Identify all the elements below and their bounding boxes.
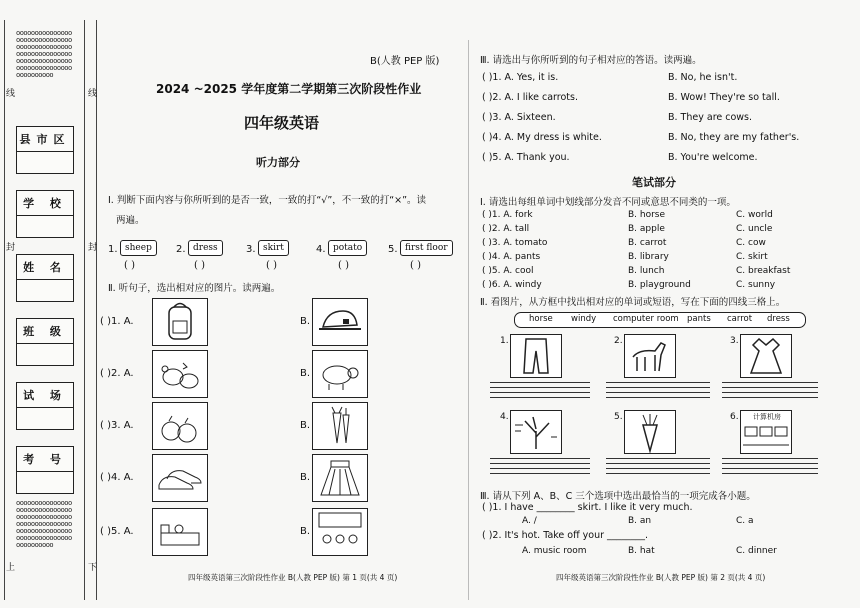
answer-paren[interactable]: ( ) <box>410 260 421 271</box>
question-label: ( )3. A. tomato <box>482 238 548 248</box>
word-bank-item: computer room <box>613 314 679 324</box>
option-label: B. No, they are my father's. <box>668 132 800 143</box>
item-number: 2. <box>614 336 623 346</box>
item-number: 6. <box>730 412 739 422</box>
item-number: 3. <box>246 244 256 255</box>
binding-line <box>4 20 5 600</box>
school-field[interactable] <box>16 190 74 238</box>
backpack-icon[interactable] <box>152 298 208 346</box>
edition-label: B(人教 PEP 版) <box>370 56 440 67</box>
binding-mark: 封 <box>6 243 16 253</box>
option-label: C. sunny <box>736 280 776 290</box>
word-box: potato <box>328 240 367 256</box>
writing-heading: 笔试部分 <box>632 176 676 189</box>
question-label: ( )6. A. windy <box>482 280 542 290</box>
skirt-icon[interactable] <box>312 454 368 502</box>
option-label: B. playground <box>628 280 691 290</box>
writing-lines[interactable] <box>722 458 818 478</box>
binding-strip <box>0 0 100 608</box>
field-label: 学 校 <box>17 191 73 216</box>
listening-heading: 听力部分 <box>256 156 300 169</box>
writing-lines[interactable] <box>606 458 710 478</box>
binding-mark: 封 <box>88 243 98 253</box>
option-label: C. world <box>736 210 773 220</box>
page-title: 2024 ~2025 学年度第二学期第三次阶段性作业 <box>156 82 422 96</box>
option-label: B. <box>300 368 311 379</box>
computer-room-icon <box>740 410 792 454</box>
windy-tree-icon <box>510 410 562 454</box>
option-label: B. You're welcome. <box>668 152 758 163</box>
field-label: 试 场 <box>17 383 73 408</box>
question-label: ( )2. A. I like carrots. <box>482 92 579 103</box>
section-heading: 两遍。 <box>116 215 145 226</box>
option-label: C. skirt <box>736 252 768 262</box>
section-heading: Ⅰ. 判断下面内容与你所听到的是否一致，一致的打“√”，不一致的打“×”。读 <box>108 195 427 206</box>
question-label: ( )5. A. cool <box>482 266 534 276</box>
hen-icon[interactable] <box>152 350 208 398</box>
word-bank-item: dress <box>767 314 790 324</box>
option-label: B. hat <box>628 546 655 556</box>
dress-icon <box>740 334 792 378</box>
question-label: ( )3. A. Sixteen. <box>482 112 556 123</box>
dot-pattern: oooooooooooooooooooooooooooooooooooooooooooooooooooooooooooooooooooooooooooooooooooooooooooooooooooo <box>16 499 72 549</box>
option-label: C. dinner <box>736 546 777 556</box>
carrots-icon[interactable] <box>312 402 368 450</box>
question-label: ( )2. A. tall <box>482 224 530 234</box>
word-box: skirt <box>258 240 289 256</box>
word-bank-item: pants <box>687 314 711 324</box>
exam-number-field[interactable] <box>16 446 74 494</box>
answer-paren[interactable]: ( ) <box>194 260 205 271</box>
binding-mark: 下 <box>88 563 98 573</box>
option-label: B. horse <box>628 210 666 220</box>
question-label: ( )1. A. Yes, it is. <box>482 72 559 83</box>
item-number: 3. <box>730 336 739 346</box>
name-field[interactable] <box>16 254 74 302</box>
word-bank <box>514 312 806 328</box>
item-number: 1. <box>108 244 118 255</box>
item-number: 4. <box>316 244 326 255</box>
writing-lines[interactable] <box>722 382 818 402</box>
question-label: ( )1. I have ________ skirt. I like it very much. <box>482 502 693 513</box>
page-footer: 四年级英语第三次阶段性作业 B(人教 PEP 版) 第 2 页(共 4 页) <box>556 573 766 582</box>
section-heading: Ⅱ. 看图片，从方框中找出相对应的单词或短语，写在下面的四线三格上。 <box>480 297 786 308</box>
answer-paren[interactable]: ( ) <box>338 260 349 271</box>
word-box: sheep <box>120 240 157 256</box>
option-label: A. / <box>522 516 537 526</box>
question-label: ( )2. It's hot. Take off your ________. <box>482 530 649 541</box>
option-label: B. library <box>628 252 669 262</box>
question-label: ( )1. A. fork <box>482 210 533 220</box>
item-number: 5. <box>614 412 623 422</box>
bedroom-icon[interactable] <box>152 508 208 556</box>
field-label: 考 号 <box>17 447 73 472</box>
question-label: ( )4. A. pants <box>482 252 541 262</box>
writing-lines[interactable] <box>606 382 710 402</box>
word-bank-item: horse <box>529 314 553 324</box>
word-box: dress <box>188 240 223 256</box>
binding-line <box>96 20 97 600</box>
question-label: ( )5. A. <box>100 526 134 537</box>
question-label: ( )2. A. <box>100 368 134 379</box>
binding-mark: 线 <box>6 89 16 99</box>
county-field[interactable] <box>16 126 74 174</box>
sheep-icon[interactable] <box>312 350 368 398</box>
item-number: 4. <box>500 412 509 422</box>
option-label: C. a <box>736 516 754 526</box>
cap-icon[interactable] <box>312 298 368 346</box>
page-footer: 四年级英语第三次阶段性作业 B(人教 PEP 版) 第 1 页(共 4 页) <box>188 573 398 582</box>
option-label: C. breakfast <box>736 266 791 276</box>
page-divider <box>468 40 469 600</box>
word-bank-item: windy <box>571 314 597 324</box>
writing-lines[interactable] <box>490 458 590 478</box>
item-number: 5. <box>388 244 398 255</box>
option-label: B. an <box>628 516 652 526</box>
classroom-icon[interactable] <box>312 508 368 556</box>
word-box: first floor <box>400 240 453 256</box>
answer-paren[interactable]: ( ) <box>124 260 135 271</box>
shoes-icon[interactable] <box>152 454 208 502</box>
section-heading: Ⅱ. 听句子，选出相对应的图片。读两遍。 <box>108 283 281 294</box>
carrot-icon <box>624 410 676 454</box>
horse-icon <box>624 334 676 378</box>
option-label: B. <box>300 420 311 431</box>
item-number: 1. <box>500 336 509 346</box>
question-label: ( )1. A. <box>100 316 134 327</box>
field-label: 县市区 <box>17 127 73 152</box>
subject-title: 四年级英语 <box>244 114 320 132</box>
binding-line <box>84 20 85 600</box>
option-label: B. Wow! They're so tall. <box>668 92 780 103</box>
option-label: B. <box>300 316 311 327</box>
option-label: B. carrot <box>628 238 667 248</box>
question-label: ( )3. A. <box>100 420 134 431</box>
class-field[interactable] <box>16 318 74 366</box>
option-label: C. uncle <box>736 224 773 234</box>
section-heading: Ⅲ. 请从下列 A、B、C 三个选项中选出最恰当的一项完成各小题。 <box>480 491 756 502</box>
pants-icon <box>510 334 562 378</box>
item-number: 2. <box>176 244 186 255</box>
option-label: C. cow <box>736 238 766 248</box>
writing-lines[interactable] <box>490 382 590 402</box>
section-heading: Ⅲ. 请选出与你所听到的句子相对应的答语。读两遍。 <box>480 55 702 66</box>
option-label: B. lunch <box>628 266 665 276</box>
option-label: B. They are cows. <box>668 112 753 123</box>
section-heading: Ⅰ. 请选出每组单词中划线部分发音不同或意思不同类的一项。 <box>480 197 736 208</box>
question-label: ( )4. A. My dress is white. <box>482 132 602 143</box>
option-label: B. <box>300 526 311 537</box>
word-bank-item: carrot <box>727 314 753 324</box>
option-label: A. music room <box>522 546 587 556</box>
binding-mark: 线 <box>88 89 98 99</box>
answer-paren[interactable]: ( ) <box>266 260 277 271</box>
option-label: B. No, he isn't. <box>668 72 738 83</box>
binding-mark: 上 <box>6 563 16 573</box>
field-label: 姓 名 <box>17 255 73 280</box>
question-label: ( )4. A. <box>100 472 134 483</box>
tomatoes-icon[interactable] <box>152 402 208 450</box>
field-label: 班 级 <box>17 319 73 344</box>
option-label: B. apple <box>628 224 665 234</box>
dot-pattern: oooooooooooooooooooooooooooooooooooooooooooooooooooooooooooooooooooooooooooooooooooooooooooooooooooo <box>16 29 72 79</box>
option-label: B. <box>300 472 311 483</box>
exam-room-field[interactable] <box>16 382 74 430</box>
picture-caption: 计算机房 <box>753 413 781 421</box>
question-label: ( )5. A. Thank you. <box>482 152 570 163</box>
